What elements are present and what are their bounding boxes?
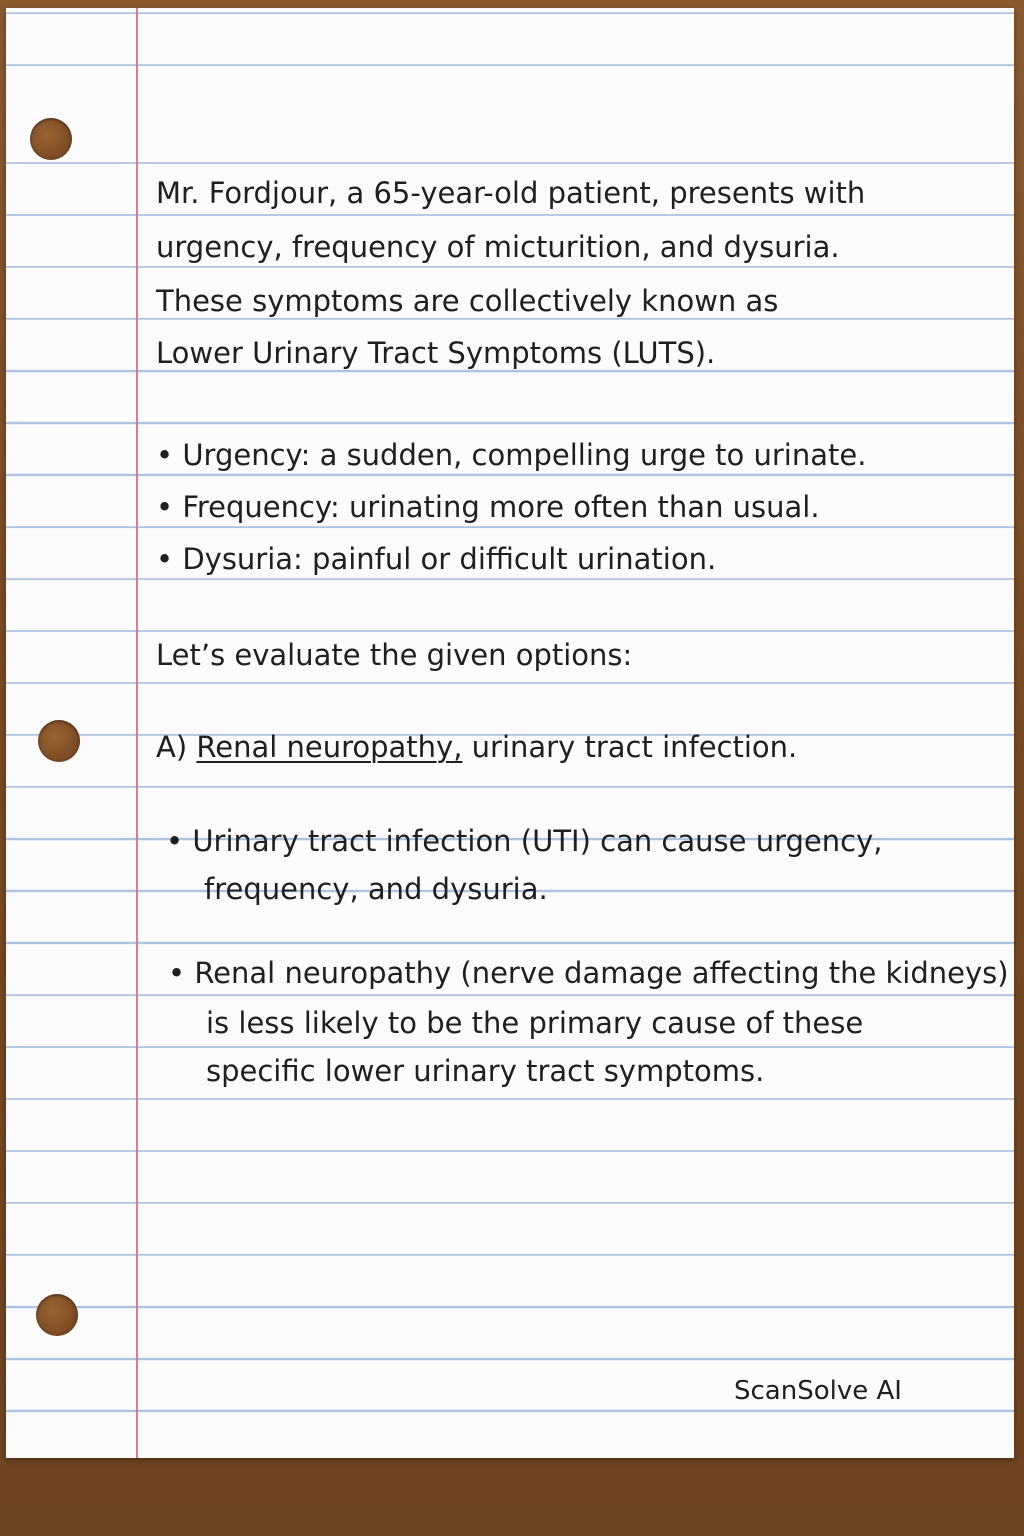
evaluate-heading: Let’s evaluate the given options: (156, 638, 633, 672)
punch-hole-top (30, 118, 72, 160)
option-a (156, 730, 976, 765)
intro-line-2: urgency, frequency of micturition, and dysuria. (156, 230, 840, 264)
neuropathy-point-line-1: • Renal neuropathy (nerve damage affecting the kidneys) (168, 956, 1009, 990)
punch-hole-middle (38, 720, 80, 762)
option-a-underlined: Renal neuropathy, (196, 730, 463, 764)
punch-hole-bottom (36, 1294, 78, 1336)
neuropathy-point-line-3: specific lower urinary tract symptoms. (206, 1054, 765, 1088)
intro-line-3: These symptoms are collectively known as (156, 284, 779, 318)
option-a-letter: A) (156, 730, 188, 764)
uti-point-line-2: frequency, and dysuria. (204, 872, 548, 906)
footer-brand: ScanSolve AI (734, 1376, 902, 1406)
definition-frequency: • Frequency: urinating more often than usual. (156, 490, 820, 524)
intro-line-1: Mr. Fordjour, a 65-year-old patient, presents with (156, 176, 866, 210)
neuropathy-point-line-2: is less likely to be the primary cause of these (206, 1006, 864, 1040)
uti-point-line-1: • Urinary tract infection (UTI) can cause urgency, (166, 824, 883, 858)
notebook-page (6, 8, 1014, 1458)
intro-line-4: Lower Urinary Tract Symptoms (LUTS). (156, 336, 716, 370)
definition-dysuria: • Dysuria: painful or difficult urination. (156, 542, 717, 576)
margin-line (136, 8, 138, 1458)
definition-urgency: • Urgency: a sudden, compelling urge to urinate. (156, 438, 867, 472)
option-a-rest: urinary tract infection. (462, 730, 798, 764)
